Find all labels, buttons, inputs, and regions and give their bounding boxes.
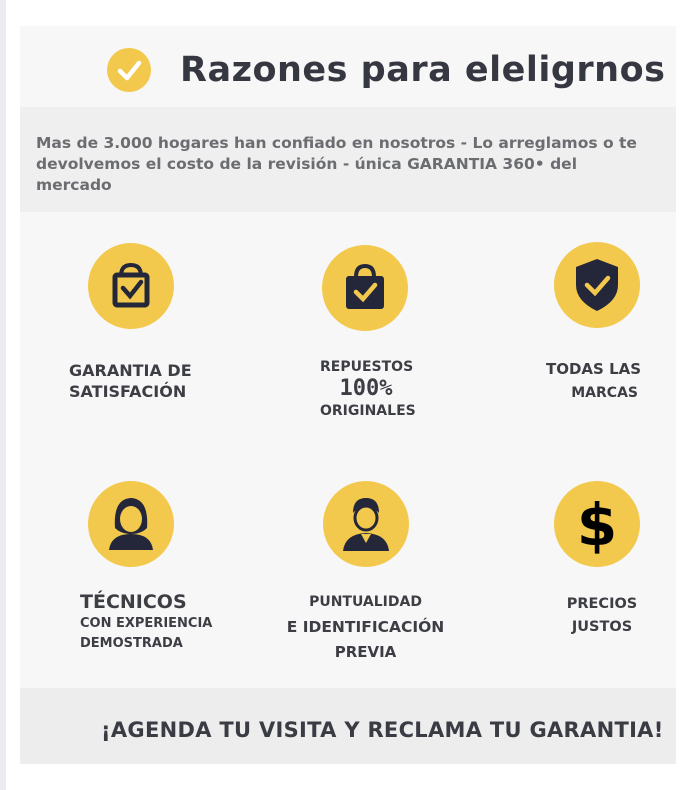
technicians-line-3: DEMOSTRADA [80,636,183,651]
prices-line-2: JUSTOS [571,619,633,635]
check-circle-icon [107,48,151,92]
parts-line-3: ORIGINALES [320,403,416,419]
shopping-bag-check-icon [88,243,174,329]
page-title: Razones para eleligrnos [180,50,666,90]
feature-technicians-label [80,590,212,654]
technicians-line-2: CON EXPERIENCIA [80,616,213,631]
brands-line-1: TODAS LAS [546,360,642,378]
prices-line-1: PRECIOS [566,596,638,612]
feature-parts-label [320,358,416,420]
left-edge-rule [0,0,6,790]
punctuality-line-3: PREVIA [334,643,397,661]
parts-line-2: 100% [339,376,393,401]
parts-line-1: REPUESTOS [320,359,414,375]
intro-text [36,133,646,196]
dollar-sign-icon [554,481,640,567]
feature-brands-label [546,358,642,406]
bag-check-icon [322,245,408,331]
satisfaction-line-1: GARANTIA DE [69,361,192,380]
feature-prices-label [548,594,656,640]
feature-satisfaction-label [69,360,192,402]
woman-avatar-icon [88,481,174,567]
feature-punctuality-label [283,592,448,662]
svg-text:$: $ [576,491,618,559]
technicians-line-1: TÉCNICOS [80,591,187,613]
intro-line-2: devolvemos el costo de la revisión - única GARANTIA 360• del mercado [36,155,578,194]
satisfaction-line-2: SATISFACIÓN [69,382,187,401]
shield-check-icon [554,242,640,328]
man-avatar-icon [323,481,409,567]
intro-line-1: Mas de 3.000 hogares han confiado en nosotros - Lo arreglamos o te [36,134,637,152]
punctuality-line-1: PUNTUALIDAD [309,594,422,610]
punctuality-line-2: E IDENTIFICACIÓN [286,618,445,636]
brands-line-2: MARCAS [571,385,638,401]
cta-text[interactable]: ¡AGENDA TU VISITA Y RECLAMA TU GARANTIA! [101,718,664,742]
